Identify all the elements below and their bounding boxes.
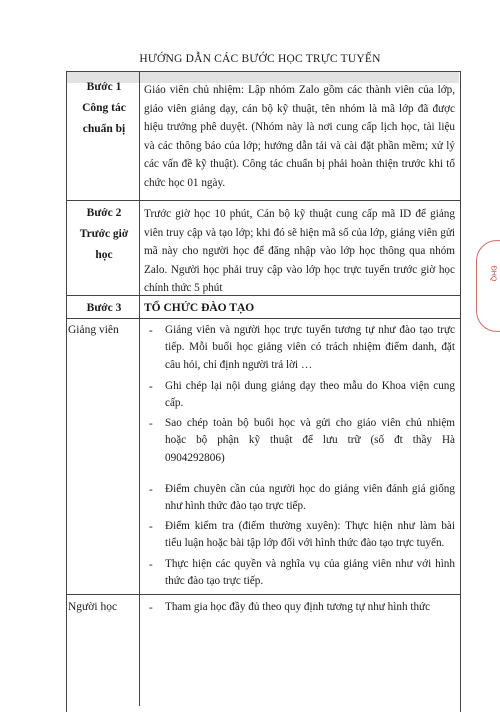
text-line: tiếp. Mỗi buổi học giảng viên có trách nhiệm điểm danh, đặt bbox=[165, 341, 455, 354]
text-line: viên truy cập và tạo lớp; khi đó sẽ hiện mã số của lớp, giảng viên gửi bbox=[144, 226, 455, 239]
table-column-divider bbox=[139, 71, 140, 706]
document-title: HƯỚNG DẪN CÁC BƯỚC HỌC TRỰC TUYẾN bbox=[139, 53, 381, 65]
step2-label-line: Bước 2 bbox=[86, 207, 122, 219]
step2-description bbox=[144, 205, 455, 298]
step1-description bbox=[144, 81, 455, 193]
step3-label: Bước 3 bbox=[86, 302, 122, 314]
bullet-marker: - bbox=[149, 559, 153, 571]
bullet-marker: - bbox=[149, 521, 153, 533]
text-line: và các thông báo của lớp; hướng dẫn tải và cài đặt phần mềm; xử lý bbox=[144, 139, 455, 152]
step3-heading: TỔ CHỨC ĐÀO TẠO bbox=[144, 302, 255, 314]
lecturer-item bbox=[165, 481, 455, 516]
bullet-marker: - bbox=[149, 484, 153, 496]
text-line: Sao chép toàn bộ buổi học và gửi cho giáo viên chủ nhiệm bbox=[165, 417, 455, 429]
text-line: Điểm chuyên cần của người học do giảng viên đánh giá giống bbox=[165, 483, 455, 495]
text-line: như hình thức đào tạo trực tiếp. bbox=[165, 500, 306, 513]
lecturer-item bbox=[165, 322, 455, 374]
text-line: chính thức 5 phút bbox=[144, 282, 223, 295]
lecturer-label: Giảng viên bbox=[68, 324, 119, 336]
text-line: Zalo. Người học phải truy cập vào lớp học trực tuyến trước giờ học bbox=[144, 263, 455, 276]
learner-item bbox=[165, 599, 455, 616]
step1-label bbox=[68, 77, 140, 140]
text-line: 0904292806) bbox=[165, 451, 225, 464]
step2-label-line: học bbox=[95, 249, 113, 261]
text-line: Giảng viên và người học trực tuyến tương tự như đào tạo trực bbox=[165, 324, 455, 336]
step2-label-line: Trước giờ bbox=[79, 228, 129, 240]
text-line: cấp. bbox=[165, 397, 184, 410]
text-line: giáo viên giảng dạy, cán bộ kỹ thuật, tên nhóm là mã lớp đã được bbox=[144, 102, 455, 115]
bullet-marker: - bbox=[149, 381, 153, 393]
bullet-marker: - bbox=[149, 325, 153, 337]
bullet-marker: - bbox=[149, 602, 153, 614]
text-line: thức đào tạo trực tiếp. bbox=[165, 575, 264, 588]
text-line: mã này cho người học để đăng nhập vào lớp học thông qua nhóm bbox=[144, 245, 455, 258]
text-line: hoặc bộ phận kỹ thuật để lưu trữ (số đt thầy Hà bbox=[165, 434, 455, 447]
row-divider-1 bbox=[66, 200, 460, 201]
step1-label-line: chuẩn bị bbox=[82, 123, 126, 135]
text-line: Tham gia học đầy đủ theo quy định tương tự như hình thức bbox=[165, 601, 431, 613]
text-line: Giáo viên chủ nhiệm: Lập nhóm Zalo gồm các thành viên của lớp, bbox=[144, 84, 455, 96]
text-line: Trước giờ học 10 phút, Cán bộ kỹ thuật cung cấp mã ID để giảng bbox=[144, 208, 455, 220]
text-line: Ghi chép lại nội dung giảng dạy theo mẫu do Khoa viện cung bbox=[165, 380, 455, 392]
text-line: hiệu trưởng phê duyệt. (Nhóm này là nơi cung cấp lịch học, tài liệu bbox=[144, 121, 455, 134]
text-line: Điểm kiểm tra (điểm thường xuyên): Thực hiện như làm bài bbox=[165, 520, 455, 532]
bullet-marker: - bbox=[149, 418, 153, 430]
row-divider-4 bbox=[66, 594, 460, 595]
text-line: chức học 01 ngày. bbox=[144, 176, 226, 189]
lecturer-item bbox=[165, 378, 455, 413]
official-stamp bbox=[476, 240, 500, 332]
stamp-text: ĐHQ bbox=[489, 265, 497, 282]
lecturer-item bbox=[165, 556, 455, 591]
text-line: các vấn đề kỹ thuật). Công tác chuẩn bị phải hoàn thiện trước khi tổ bbox=[144, 158, 455, 171]
text-line: tiểu luận hoặc bài tập lớp đối với hình thức đào tạo trực tuyến. bbox=[165, 537, 445, 550]
step2-label bbox=[68, 203, 140, 266]
text-line: câu hỏi, chỉ định người trả lời … bbox=[165, 358, 313, 371]
step1-label-line: Bước 1 bbox=[86, 81, 122, 93]
text-line: Thực hiện các quyền và nghĩa vụ của giảng viên như với hình bbox=[165, 558, 455, 570]
lecturer-item bbox=[165, 415, 455, 467]
learner-label: Người học bbox=[68, 601, 118, 613]
lecturer-item bbox=[165, 518, 455, 553]
step1-label-line: Công tác bbox=[82, 102, 126, 114]
